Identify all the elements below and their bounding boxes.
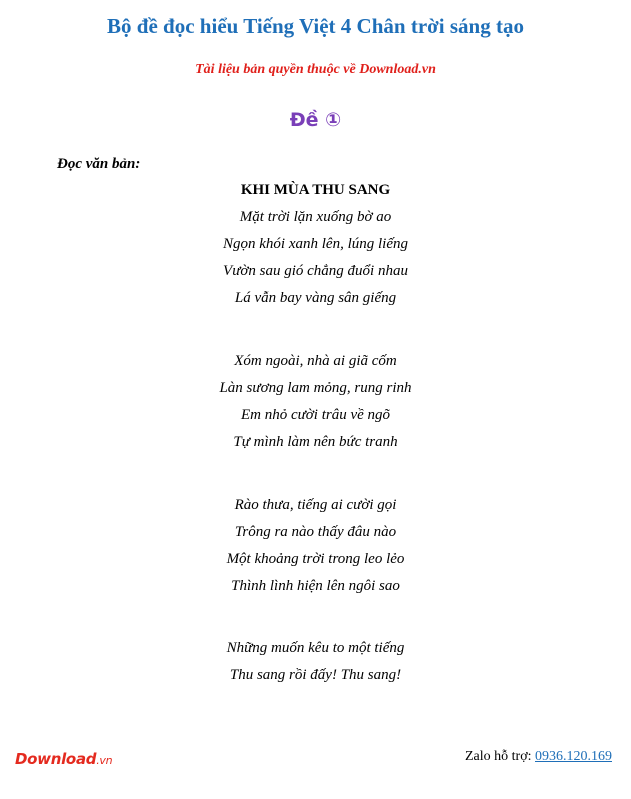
poem-stanza-4	[0, 635, 631, 689]
poem-line: Rào thưa, tiếng ai cười gọi	[234, 497, 397, 513]
exam-number-label: Đề ①	[289, 109, 342, 131]
poem-line: Thu sang rồi đấy! Thu sang!	[229, 667, 402, 683]
poem-stanza-1	[0, 204, 631, 312]
poem-line: Trông ra nào thấy đâu nào	[234, 524, 397, 540]
poem-line: Vườn sau gió chẳng đuổi nhau	[223, 263, 408, 279]
poem-title: KHI MÙA THU SANG	[240, 182, 391, 198]
support-label: Zalo hỗ trợ:	[465, 749, 532, 764]
poem-line: Làn sương lam mỏng, rung rinh	[219, 380, 412, 396]
reading-section-label: Đọc văn bản:	[57, 156, 141, 172]
poem-line: Xóm ngoài, nhà ai giã cốm	[234, 353, 397, 369]
poem-line: Thình lình hiện lên ngôi sao	[231, 578, 400, 594]
poem-line: Lá vẫn bay vàng sân giếng	[234, 290, 397, 306]
poem-line: Em nhỏ cười trâu về ngõ	[240, 407, 391, 423]
logo-suffix: .vn	[96, 754, 113, 767]
logo-text: Download	[15, 750, 97, 768]
support-phone-link[interactable]: 0936.120.169	[535, 749, 612, 764]
poem-line: Tự mình làm nên bức tranh	[233, 434, 398, 450]
poem-line: Những muốn kêu to một tiếng	[226, 640, 405, 656]
poem-line: Mặt trời lặn xuống bờ ao	[239, 209, 392, 225]
poem-line: Một khoảng trời trong leo lẻo	[226, 551, 405, 567]
download-logo	[15, 750, 112, 768]
copyright-notice: Tài liệu bản quyền thuộc về Download.vn	[195, 62, 436, 77]
poem-stanza-2	[0, 348, 631, 456]
poem-stanza-3	[0, 492, 631, 600]
poem-line: Ngọn khói xanh lên, lúng liếng	[223, 236, 408, 252]
support-contact	[465, 749, 612, 765]
document-title: Bộ đề đọc hiểu Tiếng Việt 4 Chân trời sáng tạo	[107, 14, 524, 38]
